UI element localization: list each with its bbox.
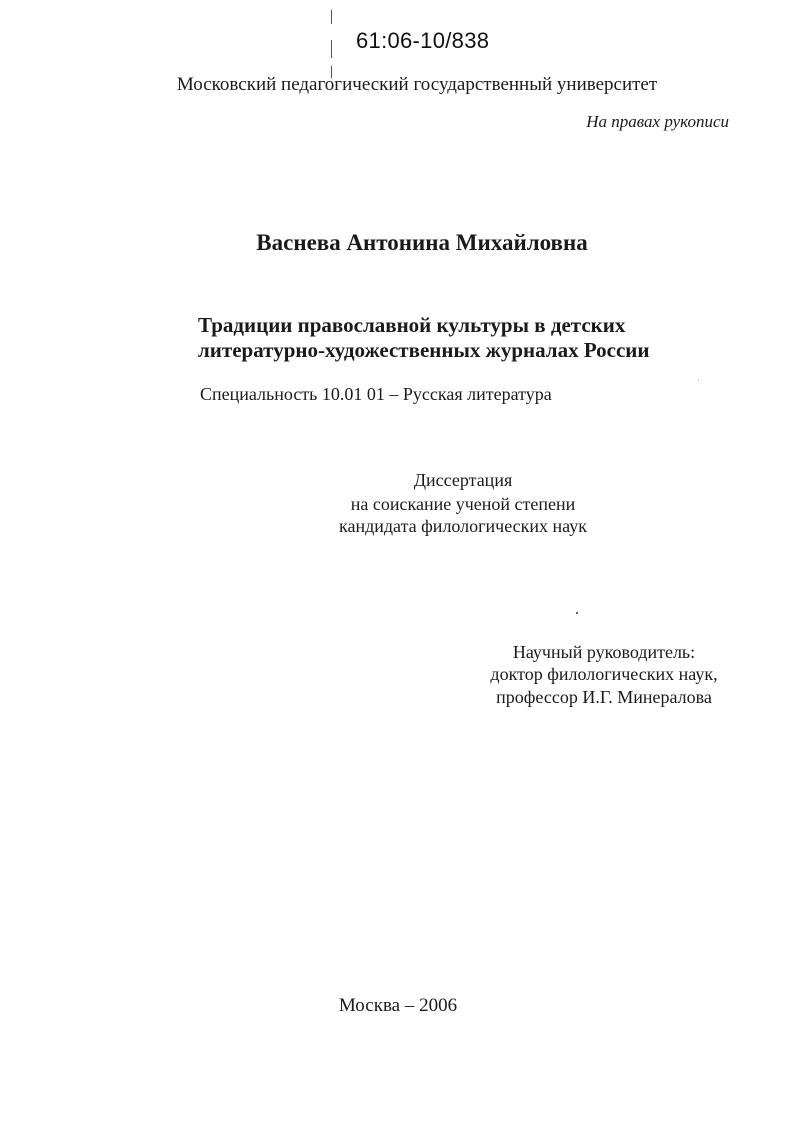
scan-speck: [698, 380, 699, 381]
scan-mark-middle: [331, 40, 332, 58]
supervisor-line-3: профессор И.Г. Минералова: [496, 687, 712, 707]
scan-speck: [576, 612, 578, 614]
university-name: Московский педагогический государственный университет: [176, 74, 658, 95]
specialty: Специальность 10.01 01 – Русская литература: [200, 384, 552, 404]
city-year: Москва – 2006: [338, 995, 458, 1016]
dissertation-title-line-2: литературно-художественных журналах России: [198, 338, 650, 362]
degree-line-2: на соискание ученой степени: [350, 494, 576, 514]
degree-line-1: Диссертация: [413, 470, 513, 490]
supervisor-line-2: доктор филологических наук,: [490, 664, 718, 684]
author-name: Васнева Антонина Михайловна: [256, 230, 588, 255]
dissertation-title-line-1: Традиции православной культуры в детских: [198, 313, 626, 337]
archive-stamp: 61:06-10/838: [356, 28, 490, 53]
degree-line-3: кандидата филологических наук: [339, 516, 587, 536]
supervisor-line-1: Научный руководитель:: [512, 642, 696, 662]
manuscript-note: На правах рукописи: [586, 112, 729, 131]
scan-mark-top: [331, 10, 332, 24]
